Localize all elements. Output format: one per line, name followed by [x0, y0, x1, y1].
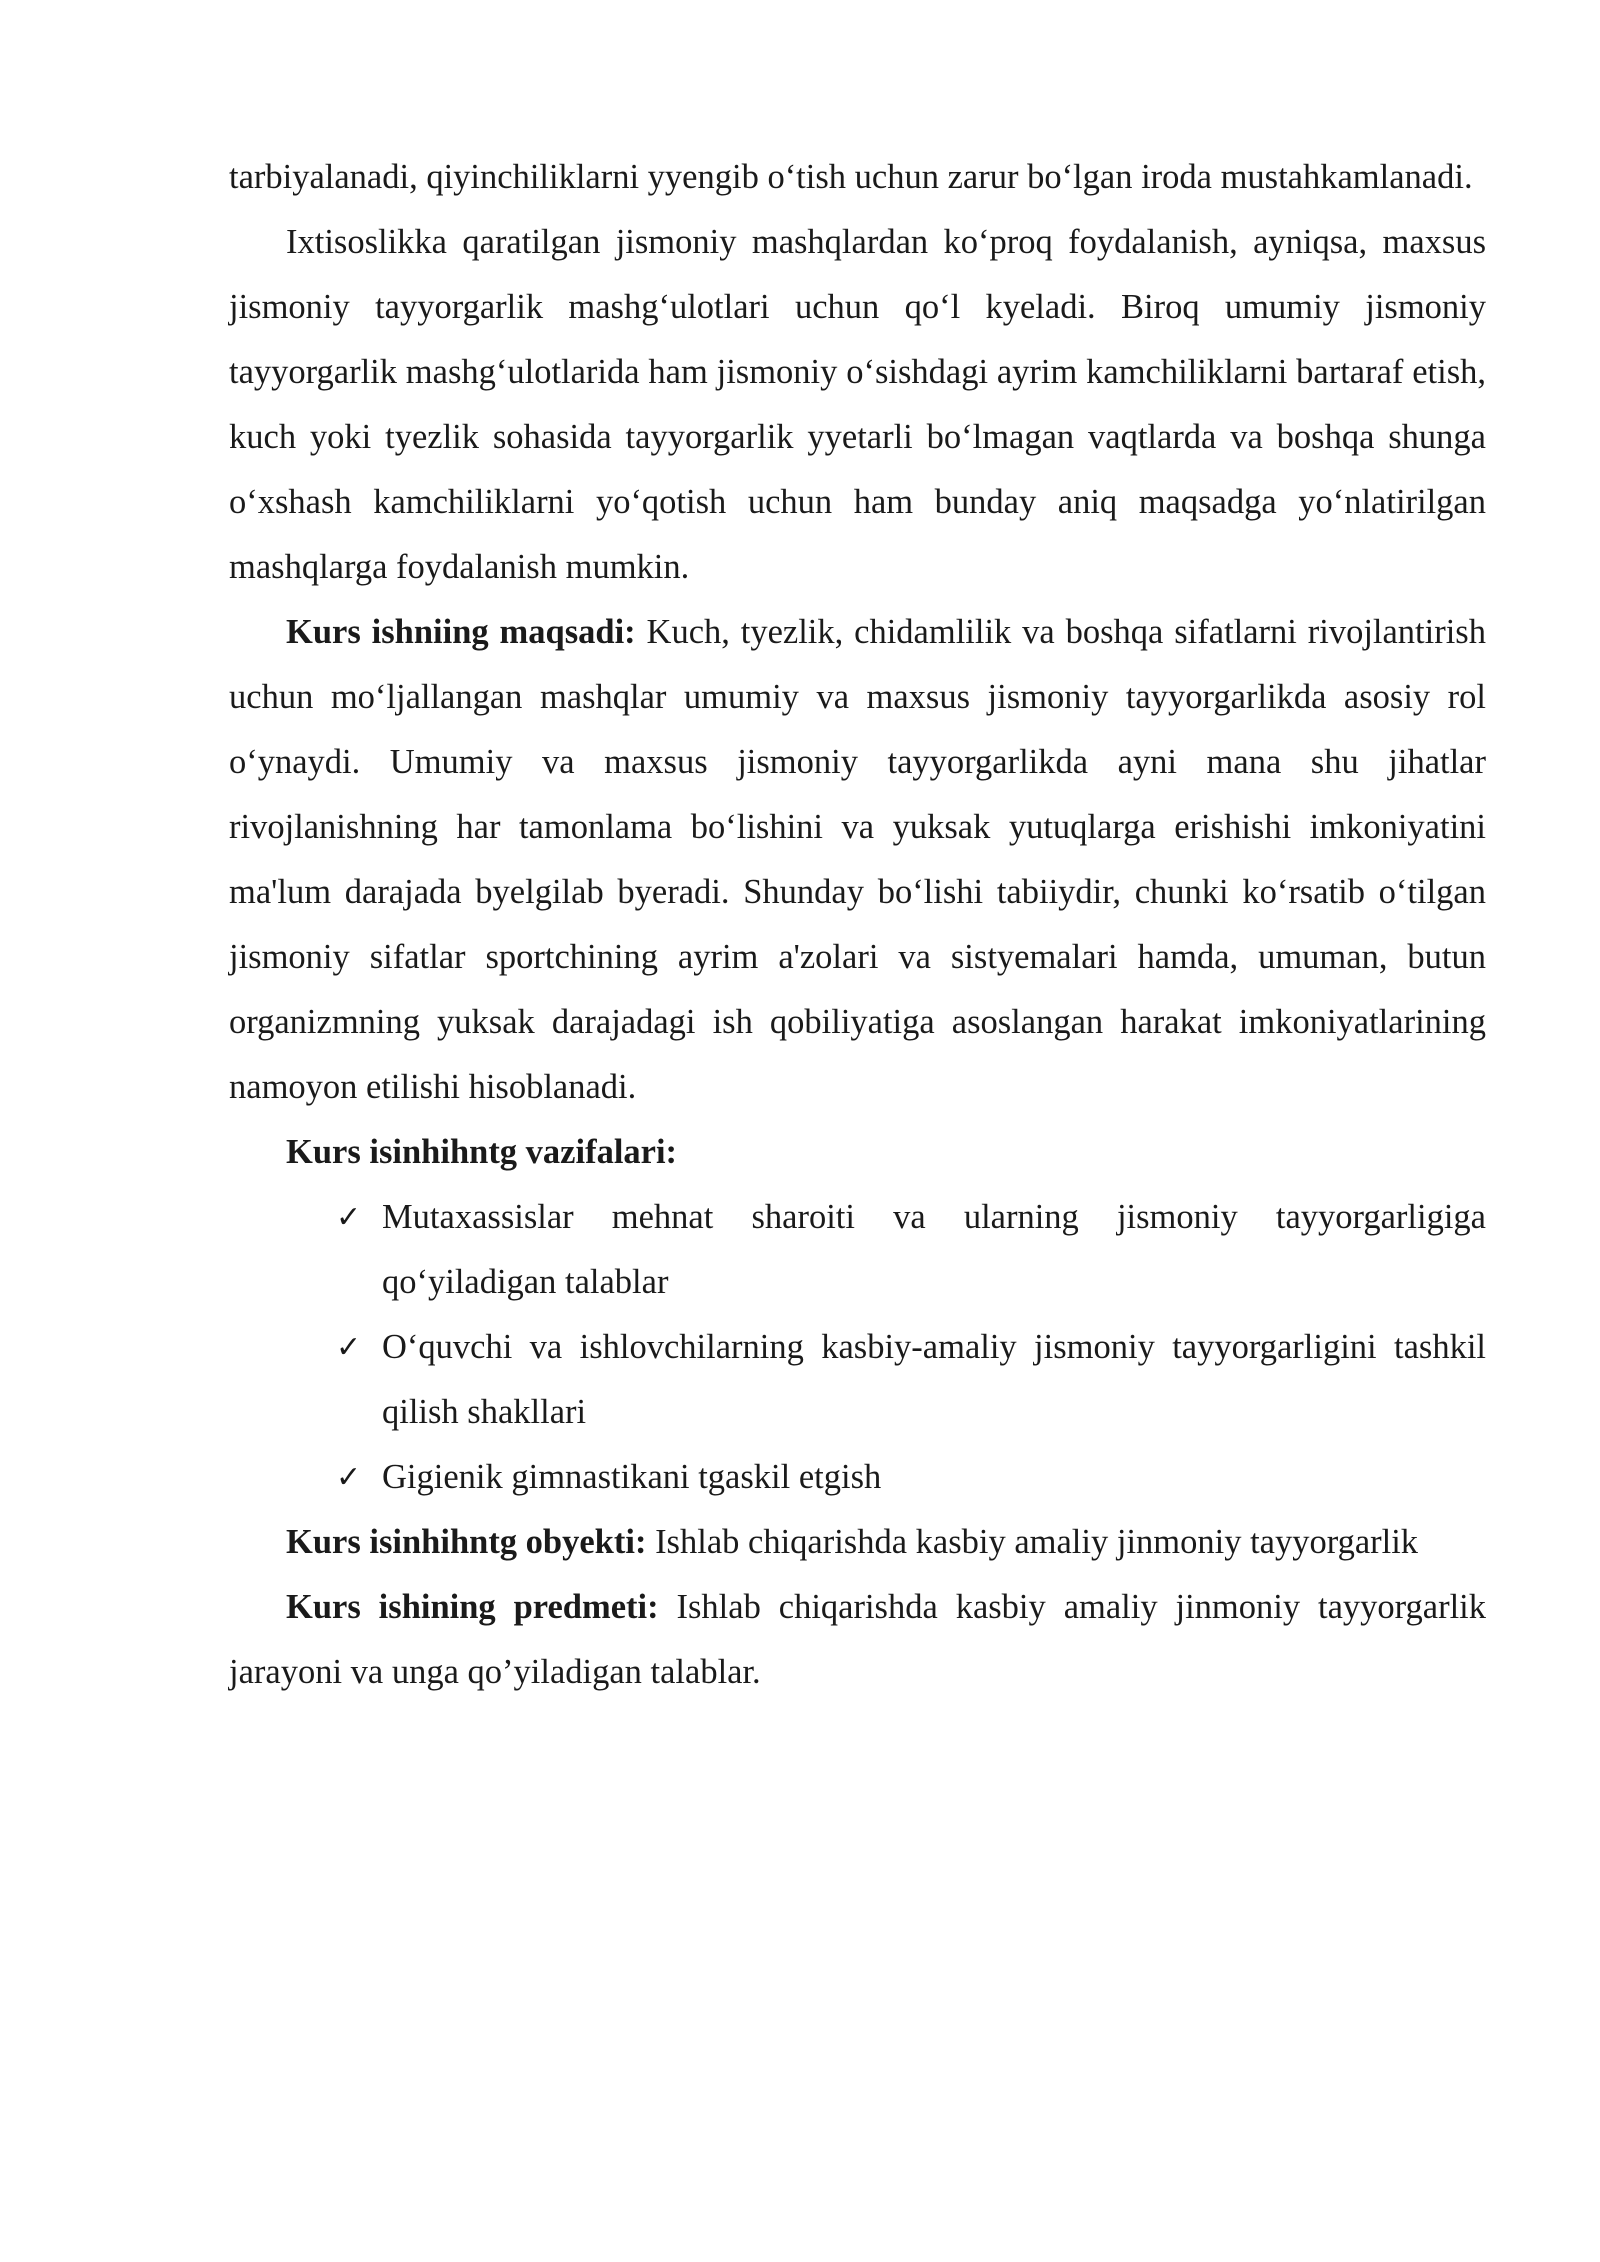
- tasks-heading: Kurs isinhihntg vazifalari:: [286, 1133, 678, 1171]
- paragraph-goal: [229, 600, 1486, 1120]
- task-text: O‘quvchi va ishlovchilarning kasbiy-amaliy jismoniy tayyorgarligini tashkil qilish shakllari: [382, 1328, 1486, 1431]
- subject-label: Kurs ishining predmeti:: [286, 1588, 659, 1626]
- list-item: [336, 1315, 1486, 1445]
- document-page: [229, 145, 1486, 1705]
- goal-label: Kurs ishniing maqsadi:: [286, 613, 636, 651]
- task-text: Mutaxassislar mehnat sharoiti va ularning jismoniy tayyorgarligiga qo‘yiladigan talablar: [382, 1198, 1486, 1301]
- object-text: Ishlab chiqarishda kasbiy amaliy jinmoniy tayyorgarlik: [646, 1523, 1419, 1561]
- list-item: [336, 1185, 1486, 1315]
- tasks-list: [229, 1185, 1486, 1510]
- paragraph-continuation: tarbiyalanadi, qiyinchiliklarni yyengib o‘tish uchun zarur bo‘lgan iroda mustahkamlanadi.: [229, 158, 1473, 196]
- paragraph-specialization: Ixtisoslikka qaratilgan jismoniy mashqlardan ko‘proq foydalanish, ayniqsa, maxsus jismoniy tayyorgarlik mashg‘ulotlari uchun qo‘l kyeladi. Biroq umumiy jismoniy tayyorgarlik mashg‘ulotlarida ham jismoniy o‘sishdagi ayrim kamchiliklarni bartaraf etish, kuch yoki tyezlik sohasida tayyorgarlik yyetarli bo‘lmagan vaqtlarda va boshqa shunga o‘xshash kamchiliklarni yo‘qotish uchun ham bunday aniq maqsadga yo‘nlatirilgan mashqlarga foydalanish mumkin.: [229, 223, 1486, 586]
- subject-text: Ishlab chiqarishda kasbiy amaliy jinmoniy tayyorgarlik jarayoni va unga qo’yiladigan talablar.: [229, 1588, 1486, 1691]
- check-mark-icon: ✓: [336, 1330, 362, 1365]
- object-label: Kurs isinhihntg obyekti:: [286, 1523, 647, 1561]
- task-text: Gigienik gimnastikani tgaskil etgish: [382, 1458, 882, 1496]
- paragraph-object: [229, 1510, 1486, 1575]
- check-mark-icon: ✓: [336, 1200, 362, 1235]
- check-mark-icon: ✓: [336, 1460, 362, 1495]
- paragraph-subject: [229, 1575, 1486, 1705]
- goal-text: Kuch, tyezlik, chidamlilik va boshqa sifatlarni rivojlantirish uchun mo‘ljallangan mashqlar umumiy va maxsus jismoniy tayyorgarlikda asosiy rol o‘ynaydi. Umumiy va maxsus jismoniy tayyorgarlikda ayni mana shu jihatlar rivojlanishning har tamonlama bo‘lishini va yuksak yutuqlarga erishishi imkoniyatini ma'lum darajada byelgilab byeradi. Shunday bo‘lishi tabiiydir, chunki ko‘rsatib o‘tilgan jismoniy sifatlar sportchining ayrim a'zolari va sistyemalari hamda, umuman, butun organizmning yuksak darajadagi ish qobiliyatiga asoslangan harakat imkoniyatlarining namoyon etilishi hisoblanadi.: [229, 613, 1486, 1106]
- list-item: [336, 1445, 1486, 1510]
